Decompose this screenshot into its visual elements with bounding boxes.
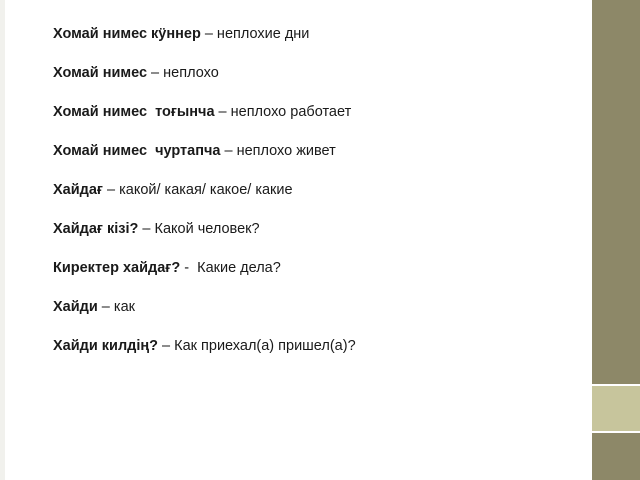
phrase-translation: – неплохо (147, 65, 219, 81)
phrase-term: Киректер хайдағ? (53, 260, 181, 276)
phrase-line (53, 141, 356, 180)
phrase-term: Хайдағ (53, 182, 103, 198)
phrase-line (53, 24, 356, 63)
phrase-term: Хомай нимес чуртапча (53, 143, 221, 159)
phrase-translation: - Какие дела? (180, 260, 281, 276)
phrase-line (53, 297, 356, 336)
decorative-side-bar (592, 0, 640, 480)
phrase-translation: – какой/ какая/ какое/ какие (102, 182, 293, 198)
phrase-translation: – Какой человек? (138, 221, 260, 237)
phrase-line (53, 219, 356, 258)
phrase-line (53, 258, 356, 297)
left-margin-stripe (0, 0, 5, 480)
phrase-term: Хомай нимес (53, 65, 148, 81)
phrase-term: Хайди килдің? (53, 338, 159, 354)
phrase-term: Хайдағ кізі? (53, 221, 139, 237)
phrase-line (53, 102, 356, 141)
side-bar-segment-middle (592, 386, 640, 431)
phrase-line (53, 180, 356, 219)
phrase-term: Хайди (53, 299, 98, 315)
phrase-translation: – неплохо работает (214, 104, 352, 120)
side-bar-segment-bottom (592, 433, 640, 480)
phrase-list (53, 24, 356, 375)
phrase-line (53, 336, 356, 375)
phrase-term: Хомай нимес кӱннер (53, 26, 201, 42)
phrase-translation: – неплохо живет (220, 143, 336, 159)
phrase-term: Хомай нимес тоғынча (53, 104, 215, 120)
phrase-translation: – неплохие дни (200, 26, 310, 42)
side-bar-segment-top (592, 0, 640, 384)
phrase-translation: – Как приехал(а) пришел(а)? (158, 338, 356, 354)
phrase-line (53, 63, 356, 102)
phrase-translation: – как (97, 299, 135, 315)
